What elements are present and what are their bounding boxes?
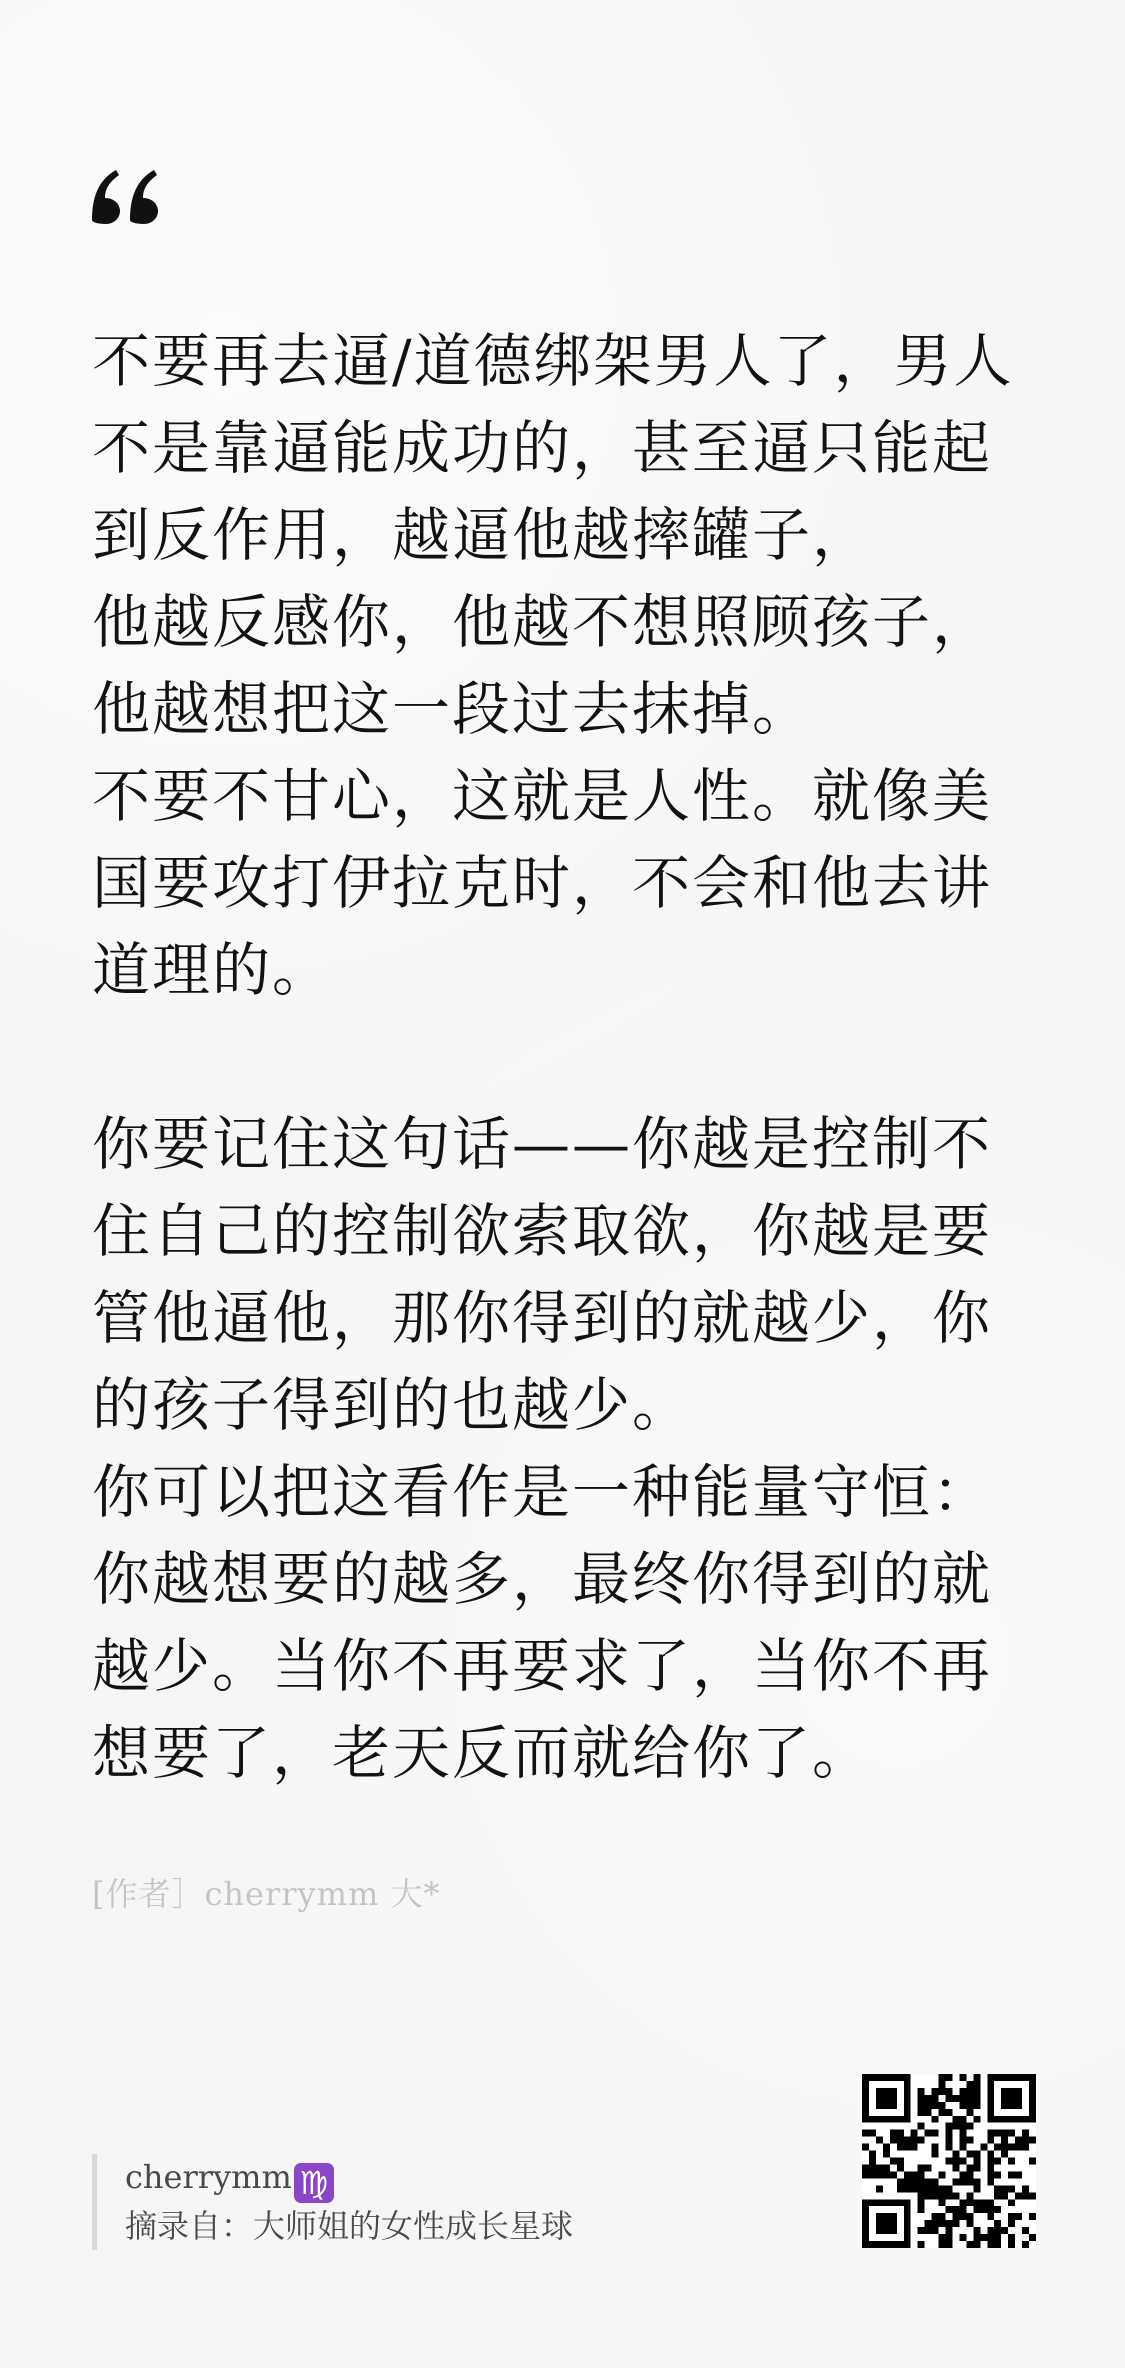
excerpt-footer — [92, 2154, 573, 2250]
quote-line: 到反作用，越逼他越摔罐子， — [92, 501, 873, 569]
quote-line: 不要再去逼/道德绑架男人了，男人 — [92, 327, 1014, 395]
qr-code-icon[interactable] — [862, 2074, 1036, 2248]
quote-line: 他越想把这一段过去抹掉。 — [92, 675, 813, 743]
quote-line: 想要了，老天反而就给你了。 — [92, 1719, 873, 1787]
quote-line: 不要不甘心，这就是人性。就像美 — [92, 762, 993, 830]
quote-line: 不是靠逼能成功的，甚至逼只能起 — [92, 414, 993, 482]
quote-line: 你可以把这看作是一种能量守恒： — [92, 1458, 993, 1526]
excerpt-source: 摘录自：大师姐的女性成长星球 — [125, 2207, 574, 2245]
quote-line: 住自己的控制欲索取欲，你越是要 — [92, 1197, 993, 1265]
username: cherrymm — [125, 2158, 292, 2196]
quote-line: 国要攻打伊拉克时，不会和他去讲 — [92, 849, 993, 917]
paragraph-gap — [92, 1014, 1040, 1101]
quote-line: 越少。当你不再要求了，当你不再 — [92, 1632, 993, 1700]
virgo-icon: ♍ — [294, 2163, 334, 2203]
quote-line: 的孩子得到的也越少。 — [92, 1371, 693, 1439]
quote-mark-icon — [84, 150, 164, 230]
quote-line: 道理的。 — [92, 936, 333, 1004]
footer-user-row — [125, 2154, 573, 2203]
quote-line: 他越反感你，他越不想照顾孩子， — [92, 588, 993, 656]
quote-body — [92, 318, 1040, 1797]
quote-line: 你要记住这句话——你越是控制不 — [92, 1110, 993, 1178]
quote-line: 你越想要的越多，最终你得到的就 — [92, 1545, 993, 1613]
author-credit: [作者］cherrymm 大* — [92, 1875, 441, 1913]
quote-line: 管他逼他，那你得到的就越少，你 — [92, 1284, 993, 1352]
